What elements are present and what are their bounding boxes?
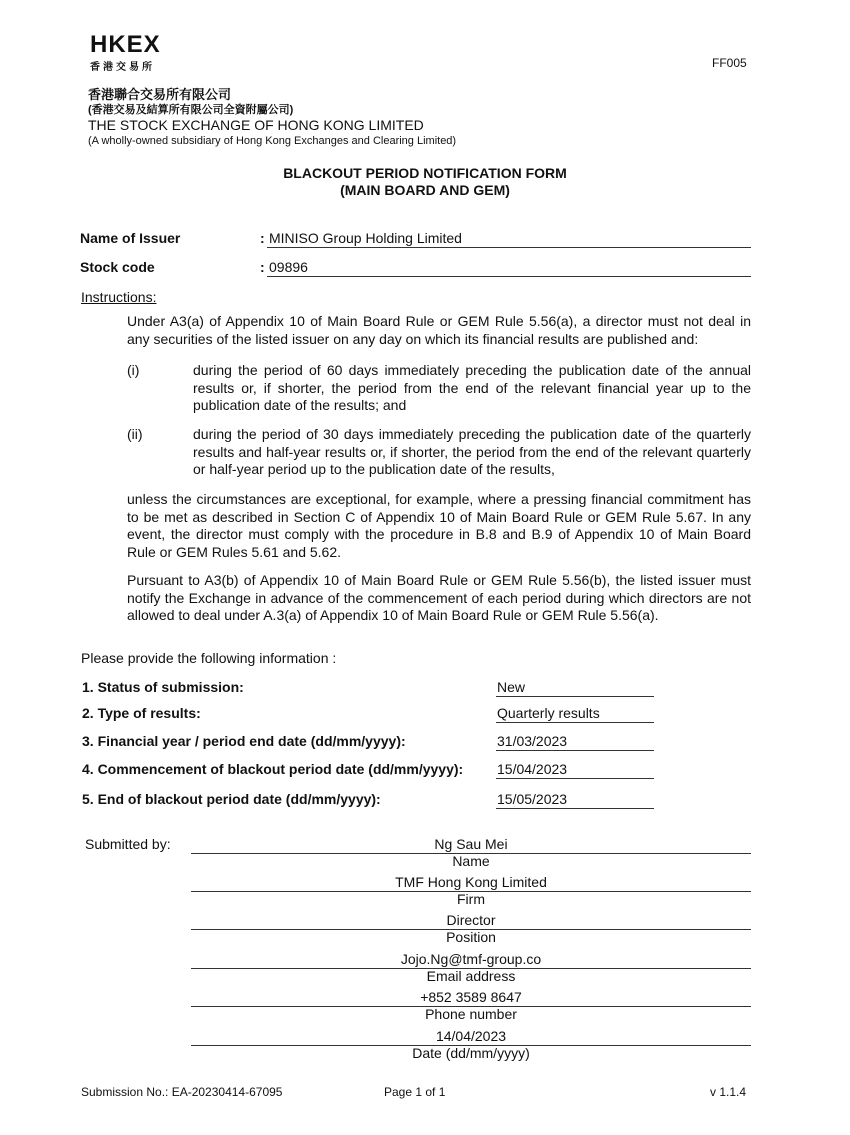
issuer-name-value: MINISO Group Holding Limited [267,230,751,248]
hkex-logo-chinese: 香港交易所 [90,62,155,73]
hkex-logo: HKEX [90,31,161,58]
submitter-position-caption: Position [446,929,496,945]
submitter-firm-caption: Firm [457,891,485,907]
blackout-start-label: 4. Commencement of blackout period date (dd/mm/yyyy): [82,761,464,777]
submission-number: Submission No.: EA-20230414-67095 [81,1085,283,1099]
submitter-position-value: Director [191,912,751,930]
blackout-end-value: 15/05/2023 [496,790,654,809]
form-title: BLACKOUT PERIOD NOTIFICATION FORM [283,165,567,181]
period-end-value: 31/03/2023 [496,732,654,751]
blackout-end-label: 5. End of blackout period date (dd/mm/yyyy): [82,791,381,807]
info-intro: Please provide the following information : [81,650,337,666]
submitter-date-value: 14/04/2023 [191,1028,751,1046]
colon: : [260,230,265,246]
results-type-label: 2. Type of results: [82,705,201,721]
period-end-label: 3. Financial year / period end date (dd/mm/yyyy): [82,733,406,749]
colon: : [260,259,265,275]
submitter-date-caption: Date (dd/mm/yyyy) [412,1045,530,1061]
item-marker-ii: (ii) [127,426,143,442]
instructions-paragraph-1: Under A3(a) of Appendix 10 of Main Board Rule or GEM Rule 5.56(a), a director must not deal in any securities of the listed issuer on any day on which its financial results are published and: [127,313,751,347]
status-label: 1. Status of submission: [82,679,244,695]
submitter-phone-caption: Phone number [425,1006,517,1022]
submitter-name-value: Ng Sau Mei [191,836,751,854]
form-code: FF005 [712,56,747,70]
instructions-paragraph-2: unless the circumstances are exceptional, for example, where a pressing financial commitment has to be met as described in Section C of Appendix 10 of Main Board Rule or GEM Rule 5.67. In any event, the director must comply with the procedure in B.8 and B.9 of Appendix 10 of Main Board Rule or GEM Rules 5.61 and 5.62. [127,491,751,560]
stock-code-value: 09896 [267,259,751,277]
submitter-firm-value: TMF Hong Kong Limited [191,874,751,892]
status-value: New [496,678,654,697]
instructions-item-2: during the period of 30 days immediately preceding the publication date of the quarterly results and half-year results or, if shorter, the period from the end of the relevant quarterly or half-year period up to the publication date of the results, [193,426,751,477]
submitter-email-value: Jojo.Ng@tmf-group.co [191,951,751,969]
stock-code-label: Stock code [80,259,155,275]
org-name-chinese: 香港聯合交易所有限公司 [88,87,232,102]
form-subtitle: (MAIN BOARD AND GEM) [340,182,510,198]
submitter-name-caption: Name [452,853,490,869]
issuer-name-label: Name of Issuer [80,230,181,246]
results-type-value: Quarterly results [496,704,654,723]
item-marker-i: (i) [127,362,140,378]
instructions-paragraph-3: Pursuant to A3(b) of Appendix 10 of Main Board Rule or GEM Rule 5.56(b), the listed issuer must notify the Exchange in advance of the commencement of each period during which directors are not allowed to deal under A.3(a) of Appendix 10 of Main Board Rule or GEM Rule 5.56(a). [127,572,751,623]
submitted-by-label: Submitted by: [85,836,171,852]
org-name-english: THE STOCK EXCHANGE OF HONG KONG LIMITED [88,117,424,133]
submitter-email-caption: Email address [426,968,516,984]
page-number: Page 1 of 1 [384,1085,446,1099]
form-version: v 1.1.4 [710,1085,747,1099]
submitter-phone-value: +852 3589 8647 [191,989,751,1007]
instructions-item-1: during the period of 60 days immediately preceding the publication date of the annual results or, if shorter, the period from the end of the relevant financial year up to the publication date of the results; and [193,362,751,413]
org-subsidiary-chinese: (香港交易及結算所有限公司全資附屬公司) [88,104,294,116]
org-subsidiary-english: (A wholly-owned subsidiary of Hong Kong Exchanges and Clearing Limited) [88,135,457,147]
blackout-start-value: 15/04/2023 [496,760,654,779]
instructions-heading: Instructions: [81,289,157,305]
